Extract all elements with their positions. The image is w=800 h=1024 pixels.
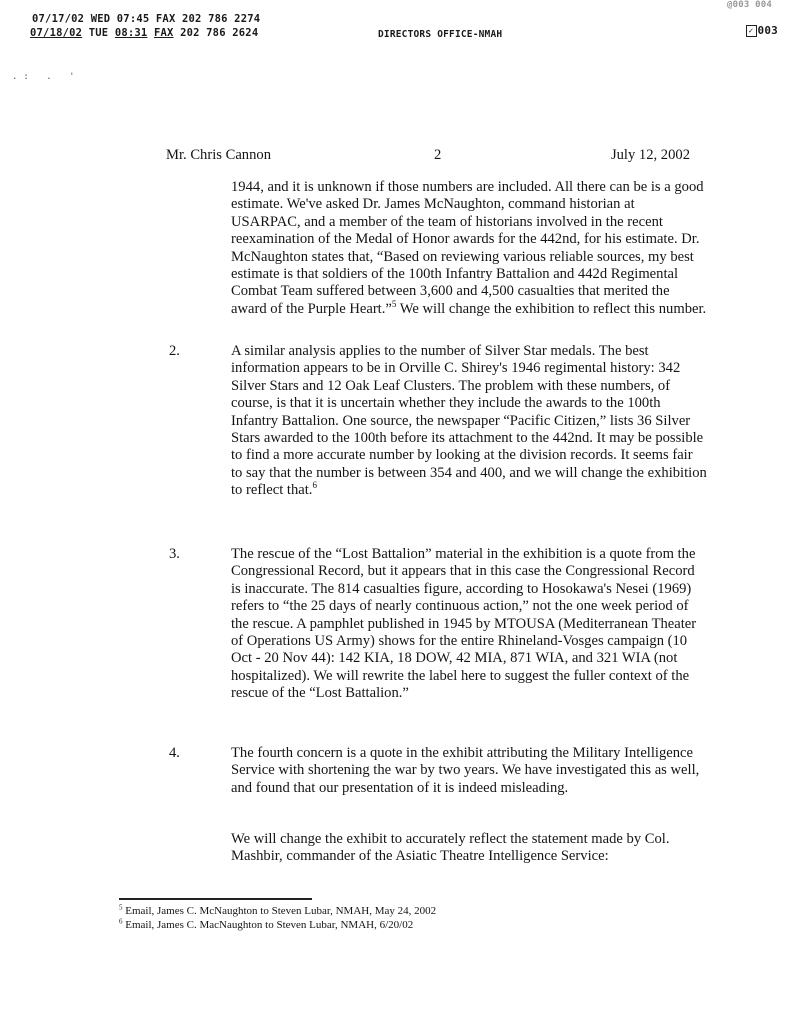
- scan-specks: .: . ': [12, 72, 81, 82]
- recipient-name: Mr. Chris Cannon: [166, 147, 271, 163]
- closing-paragraph: We will change the exhibit to accurately reflect the statement made by Col. Mashbir, commander of the Asiatic Theatre Intelligence Service:: [231, 831, 670, 865]
- fax-sender: DIRECTORS OFFICE-NMAH: [378, 29, 503, 40]
- fax-page-icon: ✓: [746, 25, 757, 37]
- footnote-ref: 6: [312, 480, 317, 491]
- item-paragraph: [231, 745, 707, 797]
- item-text: The fourth concern is a quote in the exhibit attributing the Military Intelligence Service with shortening the war by two years. We have investigated this as well, and found that our presentation of it is indeed misleading.: [231, 745, 700, 796]
- fax-date: 07/18/02: [30, 27, 83, 39]
- fax-time: 08:31: [114, 27, 148, 39]
- fax-header-line-2: [30, 27, 258, 39]
- continuation-text-after: We will change the exhibition to reflect this number.: [396, 300, 707, 317]
- page-number: 2: [434, 147, 442, 163]
- footnote-text: Email, James C. MacNaughton to Steven Lubar, NMAH, 6/20/02: [125, 919, 414, 931]
- footnote-divider: [119, 898, 312, 900]
- footnote-ref: 5: [391, 298, 397, 309]
- footnote: [119, 905, 436, 918]
- footnote: [119, 919, 413, 932]
- fax-label: FAX: [153, 27, 174, 39]
- footnote-text: Email, James C. McNaughton to Steven Lubar, NMAH, May 24, 2002: [125, 905, 437, 917]
- fax-page-indicator: [746, 24, 778, 37]
- continuation-text: 1944, and it is unknown if those numbers are included. All there can be is a good estimate. We've asked Dr. James McNaughton, command historian at USARPAC, and a member of the team of historians involved in the recent reexamination of the Medal of Honor awards for the 442nd, for his estimate. Dr. McNaughton states that, “Based on reviewing various reliable sources, my best estimate is that soldiers of the 100th Infantry Battalion and 442d Regimental Combat Team suffered between 3,600 and 4,500 casualties that merited the award of the Purple Heart.”: [231, 179, 704, 317]
- letter-header: [166, 147, 690, 167]
- item-number: 2.: [169, 343, 180, 359]
- continuation-paragraph: [231, 179, 707, 318]
- fax-header-faint-page: @003 004: [727, 0, 772, 10]
- item-paragraph: [231, 546, 707, 703]
- item-number: 4.: [169, 745, 180, 761]
- item-text: The rescue of the “Lost Battalion” material in the exhibition is a quote from the Congressional Record, but it appears that in this case the Congressional Record is inaccurate. The 814 casualties figure, according to Hosokawa's Nesei (1969) refers to “the 25 days of nearly continuous action,” not the one week period of the rescue. A pamphlet published in 1945 by MTOUSA (Mediterranean Theater of Operations US Army) shows for the entire Rhineland-Vosges campaign (10 Oct - 20 Nov 44): 142 KIA, 18 DOW, 42 MIA, 871 WIA, and 321 WIA (not hospitalized). We will rewrite the label here to suggest the fuller context of the rescue of the “Lost Battalion.”: [231, 546, 697, 702]
- footnote-mark: 5: [119, 903, 123, 912]
- item-paragraph: [231, 343, 707, 500]
- item-text: A similar analysis applies to the number of Silver Star medals. The best information appears to be in Orville C. Shirey's 1946 regimental history: 342 Silver Stars and 12 Oak Leaf Clusters. The problem with these numbers, of course, is that it is uncertain whether they include the awards to the 100th Infantry Battalion. One source, the newspaper “Pacific Citizen,” lists 36 Silver Stars awarded to the 100th before its attachment to the 442nd. It may be possible to find a more accurate number by looking at the division records. It seems fair to say that the number is between 354 and 400, and we will change the exhibition to reflect that.: [231, 343, 707, 499]
- fax-day: TUE: [88, 27, 109, 39]
- fax-number: 202 786 2624: [180, 27, 259, 39]
- item-number: 3.: [169, 546, 180, 562]
- footnote-mark: 6: [119, 917, 123, 926]
- fax-header-line-1: 07/17/02 WED 07:45 FAX 202 786 2274: [32, 13, 261, 25]
- letter-date: July 12, 2002: [610, 147, 690, 163]
- fax-page-number: 003: [757, 24, 778, 37]
